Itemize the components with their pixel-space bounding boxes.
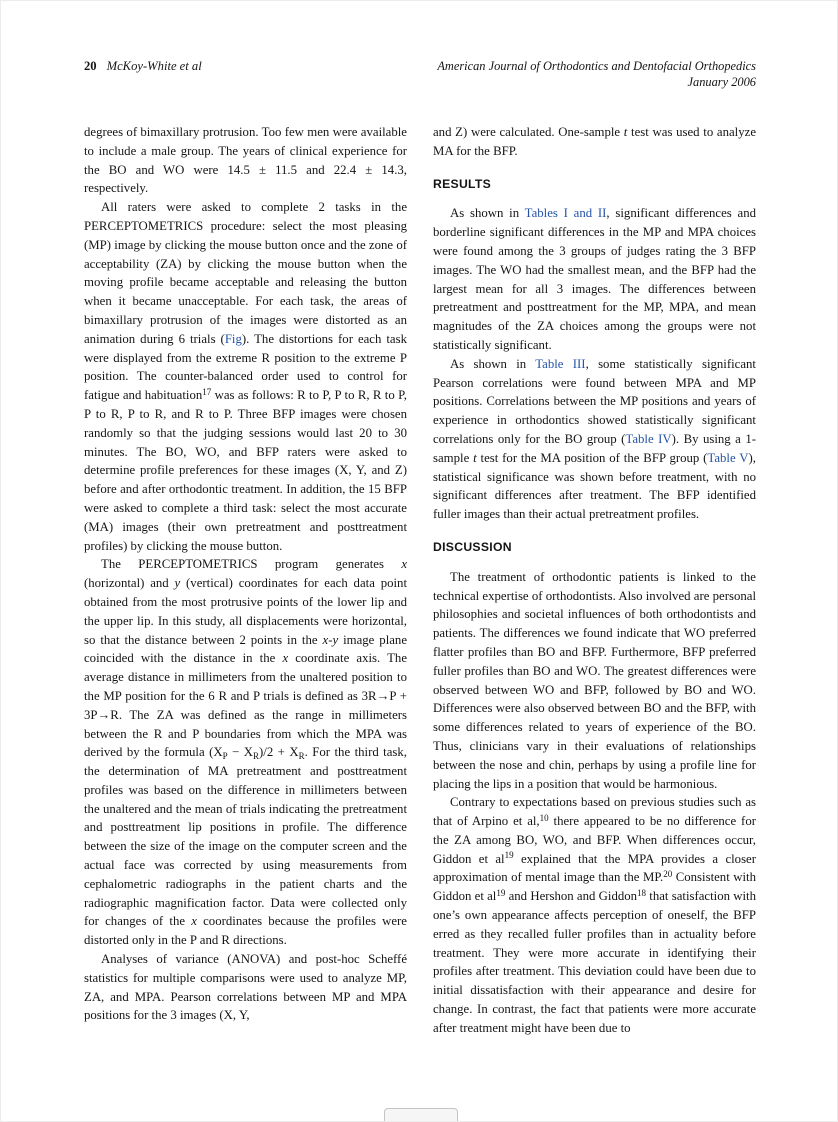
- cross-reference-link[interactable]: Table IV: [625, 431, 672, 446]
- running-authors: McKoy-White et al: [106, 59, 202, 73]
- body-paragraph: As shown in Tables I and II, significant differences and borderline significant differences in the MP and MPA choices were found among the 3 groups of judges rating the 3 BFP images. The WO had the smallest mean, and the BFP had the largest mean for all 3 images. The differences between pretreatment and posttreatment for the MP, MPA, and mean magnitudes of the ZA choices among the groups were not statistically significant.: [433, 206, 757, 352]
- subscript-text: R: [253, 750, 260, 761]
- running-header-left: [84, 59, 202, 75]
- page-number: 20: [84, 59, 97, 73]
- citation-reference-link[interactable]: 19: [496, 887, 506, 898]
- body-paragraph: and Z) were calculated. One-sample t test was used to analyze MA for the BFP.: [433, 125, 756, 158]
- section-heading-results: RESULTS: [433, 176, 492, 191]
- subscript-text: P: [222, 750, 228, 761]
- body-paragraph: Analyses of variance (ANOVA) and post-hoc Scheffé statistics for multiple comparisons were used to analyze MP, ZA, and MPA. Pearson correlations between MP and MPA positions for the 3 images (X, Y,: [84, 952, 407, 1023]
- italic-text: t: [623, 125, 628, 139]
- body-paragraph: Contrary to expectations based on previous studies such as that of Arpino et al,$^{10}$ there appeared to be no difference for the ZA among BO, WO, and BFP. When differences occur, Giddon et $al^{19}$ explained that the MPA provides a closer approximation of mental image than the MP.$^{20}$ Consistent with Giddon et $al^{19}$ and Hershon and Giddon$^{18}$ that satisfaction with one’s own appearance affects perception of oneself, the BFP erred as they recalled fuller profiles than in actuality before treatment. They were more accurate in identifying their profiles after treatment. This deviation could have been due to initial dissatisfaction with their appearance and desire for change. In contrast, the fact that patients were more accurate after treatment might have been due to: [433, 795, 756, 1035]
- citation-reference-link[interactable]: 10: [539, 812, 549, 823]
- cross-reference-link[interactable]: Tables I and II: [524, 206, 607, 221]
- body-paragraph: As shown in Table III, some statistically significant Pearson correlations were found between MPA and MP positions. Correlations between the MP positions and years of experience in orthodontics showed statistically significant correlations only for the BO group (Table IV). By using a 1-sample t test for the MA position of the BFP group (Table V), statistical significance was shown before treatment, with no significant differences after treatment. The BFP identified fuller images than their actual pretreatment profiles.: [433, 356, 756, 522]
- running-header: [84, 59, 756, 90]
- italic-text: t: [473, 450, 477, 465]
- body-paragraph: degrees of bimaxillary protrusion. Too few men were available to include a male group. The years of clinical experience for the BO and WO were 14.5 ± 11.5 and 22.4 ± 14.3, respectively.: [84, 125, 407, 196]
- cross-reference-link[interactable]: Fig: [224, 331, 242, 346]
- subscript-text: R: [298, 750, 305, 761]
- italic-text: x: [401, 557, 407, 572]
- citation-reference-link[interactable]: 18: [637, 887, 647, 898]
- left-column: [84, 123, 407, 1038]
- page-content-area: [1, 1, 837, 1038]
- citation-reference-link[interactable]: 20: [663, 868, 673, 879]
- italic-text: x: [282, 651, 289, 666]
- two-column-body: [84, 123, 756, 1038]
- body-paragraph: All raters were asked to complete 2 tasks in the PERCEPTOMETRICS procedure: select the most pleasing (MP) image by clicking the mouse button once and the zone of acceptability (ZA) by clicking the mouse button when the moving profile became acceptable and releasing the button when it became unacceptable. For each task, the areas of bimaxillary protrusion of the images were distorted as an animation during 6 trials (Fig). The distortions for each task were displayed from the extreme R position to the extreme P position. The counter-balanced order used to control for fatigue and habituation$^{17}$ was as follows: R to P, P to R, R to P, P to R, P to R, and R to P. Three BFP images were chosen randomly so that the judging sessions would last 20 to 30 minutes. The BO, WO, and BFP raters were asked to determine profile preferences for these images (X, Y, and Z) before and after orthodontic treatment. In addition, the 15 BFP were asked to complete a third task: select the most accurate (MA) images (their own pretreatment and posttreatment profiles) by clicking the mouse button.: [84, 200, 407, 553]
- italic-text: x: [191, 914, 197, 929]
- running-header-right: [437, 59, 756, 90]
- body-paragraph: The treatment of orthodontic patients is linked to the technical expertise of orthodontists. Also involved are personal philosophies and societal influences of both orthodontists and patients. The differences we found indicate that WO preferred flatter profiles than BO and BFP. Furthermore, BFP preferred fuller profiles than BO and WO. The greatest differences were observed between WO and BFP, followed by BO and WO. Differences were also observed between BO and the BFP, with some differences related to years of experience of the BO. Thus, clinicians vary in their evaluations of relationships between the nose and chin, perhaps by using a profile line for placing the lips in a position that would be harmonious.: [433, 569, 756, 791]
- bottom-edge-ui-artifact: [384, 1108, 458, 1122]
- journal-name: American Journal of Orthodontics and Dentofacial Orthopedics: [437, 59, 756, 73]
- section-heading-discussion: DISCUSSION: [433, 539, 512, 554]
- citation-reference-link[interactable]: 19: [504, 850, 514, 861]
- cross-reference-link[interactable]: Table V: [707, 450, 749, 465]
- italic-text: x-y: [322, 632, 339, 647]
- italic-text: y: [174, 576, 181, 591]
- body-paragraph: The PERCEPTOMETRICS program generates x (horizontal) and y (vertical) coordinates for each data point obtained from the most protrusive points of the lower lip and the upper lip. In this study, all displacements were horizontal, so that the distance between 2 points in the x-y image plane coincided with the distance in the x coordinate axis. The average distance in millimeters from the unaltered position to the MP position for the 6 R and P trials is defined as 3R→P + 3P→R. The ZA was defined as the range in millimeters between the R and P boundaries from which the MPA was derived by the formula $(X_P - X_R)/2 + X_R$. For the third task, the determination of MA pretreatment and posttreatment profiles was based on the difference in millimeters between the unaltered and the mean of trials indicating the pretreatment and posttreatment lip positions in profile. The difference between the size of the image on the computer screen and the actual face was corrected by using measurements from cephalometric radiographs in the patient charts and the radiographic magnification factor. Data were collected only for changes of the x coordinates because the profiles were distorted only in the P and R directions.: [84, 557, 408, 948]
- right-column: [433, 123, 756, 1038]
- cross-reference-link[interactable]: Table III: [535, 356, 586, 371]
- issue-date: January 2006: [687, 74, 756, 89]
- citation-reference-link[interactable]: 17: [202, 386, 212, 397]
